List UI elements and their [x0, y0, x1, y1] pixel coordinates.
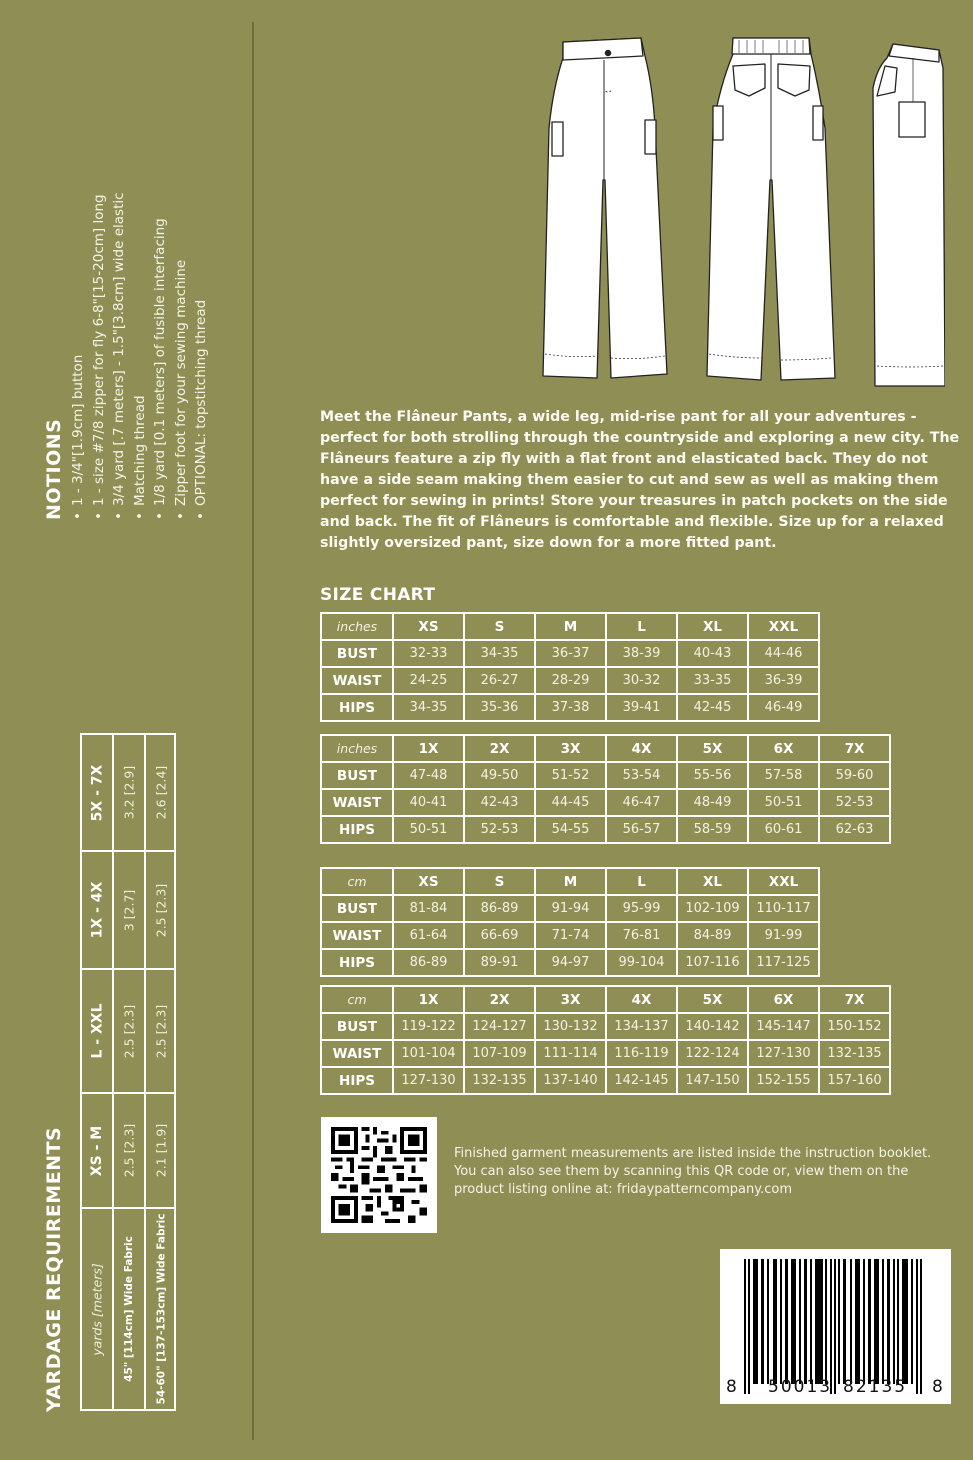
measurement-value: 95-99	[606, 895, 677, 922]
size-label: XXL	[748, 613, 819, 640]
size-label: 2X	[464, 735, 535, 762]
yardage-value: 3 [2.7]	[114, 852, 144, 970]
yardage-row-label: 45" [114cm] Wide Fabric	[123, 1236, 135, 1382]
waist-row	[321, 1040, 890, 1067]
size-label: 7X	[819, 735, 890, 762]
measurement-value: 36-39	[748, 667, 819, 694]
measurement-value: 57-58	[748, 762, 819, 789]
measurement-value: 81-84	[393, 895, 464, 922]
bust-row	[321, 762, 890, 789]
measurement-value: 59-60	[819, 762, 890, 789]
measurement-value: 51-52	[535, 762, 606, 789]
measurement-label: WAIST	[321, 1040, 393, 1067]
measurement-value: 150-152	[819, 1013, 890, 1040]
measurement-value: 71-74	[535, 922, 606, 949]
measurement-value: 39-41	[606, 694, 677, 721]
notion-item: • Zipper foot for your sewing machine	[171, 192, 192, 520]
size-label: 2X	[464, 986, 535, 1013]
measurement-value: 50-51	[393, 816, 464, 843]
measurement-value: 47-48	[393, 762, 464, 789]
yardage-table	[80, 733, 176, 1411]
qr-note-line: Finished garment measurements are listed inside the instruction booklet.	[454, 1146, 932, 1161]
yardage-size-cell: 1X - 4X	[82, 852, 112, 970]
yardage-value: 2.5 [2.3]	[114, 1094, 144, 1209]
measurement-value: 53-54	[606, 762, 677, 789]
garment-illustrations	[525, 28, 945, 393]
size-table-inches-plus	[320, 734, 891, 844]
measurement-value: 56-57	[606, 816, 677, 843]
measurement-value: 52-53	[464, 816, 535, 843]
size-chart-title: SIZE CHART	[320, 585, 436, 605]
measurement-value: 37-38	[535, 694, 606, 721]
measurement-value: 49-50	[464, 762, 535, 789]
size-label: 3X	[535, 986, 606, 1013]
size-label: 1X	[393, 986, 464, 1013]
measurement-value: 30-32	[606, 667, 677, 694]
measurement-value: 122-124	[677, 1040, 748, 1067]
unit-label: inches	[321, 613, 393, 640]
measurement-value: 46-49	[748, 694, 819, 721]
size-label: S	[464, 613, 535, 640]
measurement-value: 34-35	[464, 640, 535, 667]
bust-row	[321, 895, 819, 922]
size-table-cm-plus	[320, 985, 891, 1095]
size-label: 5X	[677, 986, 748, 1013]
measurement-value: 110-117	[748, 895, 819, 922]
size-label: XL	[677, 613, 748, 640]
notion-item: • 1/8 yard [0.1 meters] of fusible interfacing	[150, 192, 171, 520]
measurement-value: 35-36	[464, 694, 535, 721]
qr-note-line: You can also see them by scanning this QR code or, view them on the	[454, 1164, 909, 1179]
yardage-size-cell: 5X - 7X	[82, 735, 112, 852]
size-label: 4X	[606, 986, 677, 1013]
measurement-value: 99-104	[606, 949, 677, 976]
unit-label: cm	[321, 986, 393, 1013]
measurement-value: 60-61	[748, 816, 819, 843]
measurement-value: 86-89	[393, 949, 464, 976]
yardage-value: 2.5 [2.3]	[114, 970, 144, 1094]
size-label: 4X	[606, 735, 677, 762]
front-view-icon	[543, 38, 667, 378]
bust-row	[321, 640, 819, 667]
qr-code-icon	[331, 1127, 427, 1223]
measurement-value: 33-35	[677, 667, 748, 694]
measurement-value: 58-59	[677, 816, 748, 843]
back-view-icon	[707, 38, 835, 380]
size-label: XXL	[748, 868, 819, 895]
measurement-value: 28-29	[535, 667, 606, 694]
yardage-value: 3.2 [2.9]	[114, 735, 144, 852]
measurement-value: 46-47	[606, 789, 677, 816]
measurement-value: 157-160	[819, 1067, 890, 1094]
measurement-value: 86-89	[464, 895, 535, 922]
product-description: Meet the Flâneur Pants, a wide leg, mid-rise pant for all your adventures - perfect for both strolling through the countryside and exploring a new city. The Flâneurs feature a zip fly with a flat front and elasticated back. They do not have a side seam making them easier to cut and sew as well as making them perfect for sewing in prints! Store your treasures in patch pockets on the side and back. The fit of Flâneurs is comfortable and flexible. Size up for a relaxed slightly oversized pant, size down for a more fitted pant.	[320, 409, 960, 551]
measurement-value: 32-33	[393, 640, 464, 667]
yardage-row-54-60	[146, 735, 176, 1409]
yardage-header-row	[82, 735, 114, 1409]
measurement-value: 42-45	[677, 694, 748, 721]
hips-row	[321, 949, 819, 976]
side-view-icon	[873, 44, 945, 386]
measurement-value: 34-35	[393, 694, 464, 721]
measurement-value: 116-119	[606, 1040, 677, 1067]
yardage-row-label: 54-60" [137-153cm] Wide Fabric	[155, 1213, 167, 1405]
size-label: XS	[393, 613, 464, 640]
notions-section	[42, 192, 212, 520]
hips-row	[321, 816, 890, 843]
hips-row	[321, 1067, 890, 1094]
measurement-value: 40-43	[677, 640, 748, 667]
measurement-label: BUST	[321, 1013, 393, 1040]
measurement-value: 107-116	[677, 949, 748, 976]
size-header-row	[321, 986, 890, 1013]
size-table-cm-standard	[320, 867, 820, 977]
notions-title: NOTIONS	[43, 418, 65, 520]
size-label: M	[535, 613, 606, 640]
size-label: 6X	[748, 986, 819, 1013]
measurement-value: 44-46	[748, 640, 819, 667]
barcode-check-digit: 8	[932, 1377, 945, 1397]
measurement-value: 117-125	[748, 949, 819, 976]
measurement-value: 134-137	[606, 1013, 677, 1040]
waist-row	[321, 922, 819, 949]
measurement-value: 48-49	[677, 789, 748, 816]
size-label: 3X	[535, 735, 606, 762]
size-label: 6X	[748, 735, 819, 762]
hips-row	[321, 694, 819, 721]
measurement-label: HIPS	[321, 1067, 393, 1094]
measurement-value: 42-43	[464, 789, 535, 816]
measurement-value: 145-147	[748, 1013, 819, 1040]
measurement-value: 24-25	[393, 667, 464, 694]
measurement-value: 62-63	[819, 816, 890, 843]
measurement-value: 44-45	[535, 789, 606, 816]
size-table-inches-standard	[320, 612, 820, 722]
measurement-value: 127-130	[393, 1067, 464, 1094]
measurement-value: 61-64	[393, 922, 464, 949]
yardage-value: 2.5 [2.3]	[146, 852, 176, 970]
notion-item: • 1 - 3/4"[1.9cm] button	[68, 192, 89, 520]
barcode-lead-digit: 8	[726, 1377, 739, 1397]
measurement-label: HIPS	[321, 816, 393, 843]
yardage-value: 2.6 [2.4]	[146, 735, 176, 852]
yardage-title: YARDAGE REQUIREMENTS	[43, 1126, 65, 1412]
measurement-value: 91-99	[748, 922, 819, 949]
size-label: S	[464, 868, 535, 895]
measurement-value: 132-135	[819, 1040, 890, 1067]
measurement-value: 76-81	[606, 922, 677, 949]
measurement-label: HIPS	[321, 694, 393, 721]
measurement-value: 147-150	[677, 1067, 748, 1094]
measurement-value: 140-142	[677, 1013, 748, 1040]
measurement-value: 55-56	[677, 762, 748, 789]
measurement-value: 152-155	[748, 1067, 819, 1094]
notion-item: • 3/4 yard [.7 meters] - 1.5"[3.8cm] wide elastic	[109, 192, 130, 520]
measurement-value: 84-89	[677, 922, 748, 949]
yardage-size-cell: L - XXL	[82, 970, 112, 1094]
measurement-value: 137-140	[535, 1067, 606, 1094]
measurement-label: WAIST	[321, 789, 393, 816]
measurement-value: 142-145	[606, 1067, 677, 1094]
panel-divider	[252, 22, 254, 1440]
measurement-value: 91-94	[535, 895, 606, 922]
measurement-value: 26-27	[464, 667, 535, 694]
measurement-label: BUST	[321, 762, 393, 789]
measurement-value: 38-39	[606, 640, 677, 667]
measurement-label: HIPS	[321, 949, 393, 976]
measurement-value: 119-122	[393, 1013, 464, 1040]
measurement-value: 66-69	[464, 922, 535, 949]
bust-row	[321, 1013, 890, 1040]
yardage-row-45	[114, 735, 146, 1409]
measurement-value: 132-135	[464, 1067, 535, 1094]
yardage-value: 2.5 [2.3]	[146, 970, 176, 1094]
measurement-value: 40-41	[393, 789, 464, 816]
measurement-value: 52-53	[819, 789, 890, 816]
measurement-label: BUST	[321, 895, 393, 922]
size-label: L	[606, 868, 677, 895]
waist-row	[321, 667, 819, 694]
size-label: XS	[393, 868, 464, 895]
measurement-value: 107-109	[464, 1040, 535, 1067]
yardage-value: 2.1 [1.9]	[146, 1094, 176, 1209]
measurement-value: 124-127	[464, 1013, 535, 1040]
size-header-row	[321, 613, 819, 640]
measurement-value: 101-104	[393, 1040, 464, 1067]
size-label: 7X	[819, 986, 890, 1013]
notion-item: • Matching thread	[130, 192, 151, 520]
measurement-label: BUST	[321, 640, 393, 667]
barcode-right-group: 82135	[843, 1377, 908, 1397]
yardage-unit-label: yards [meters]	[89, 1262, 105, 1356]
waist-row	[321, 789, 890, 816]
measurement-value: 89-91	[464, 949, 535, 976]
size-label: XL	[677, 868, 748, 895]
measurement-value: 127-130	[748, 1040, 819, 1067]
notions-list	[68, 192, 212, 520]
qr-code[interactable]	[321, 1117, 437, 1233]
yardage-size-cell: XS - M	[82, 1094, 112, 1209]
measurement-value: 102-109	[677, 895, 748, 922]
barcode-left-group: 50013	[768, 1377, 833, 1397]
qr-note	[454, 1145, 959, 1199]
qr-note-line: product listing online at: fridaypatterncompany.com	[454, 1182, 792, 1197]
measurement-value: 54-55	[535, 816, 606, 843]
size-header-row	[321, 868, 819, 895]
unit-label: inches	[321, 735, 393, 762]
notion-item: • OPTIONAL: topstitching thread	[191, 192, 212, 520]
size-label: L	[606, 613, 677, 640]
size-label: 1X	[393, 735, 464, 762]
size-label: 5X	[677, 735, 748, 762]
measurement-label: WAIST	[321, 667, 393, 694]
size-label: M	[535, 868, 606, 895]
measurement-value: 36-37	[535, 640, 606, 667]
barcode-icon	[720, 1249, 951, 1404]
size-header-row	[321, 735, 890, 762]
measurement-value: 111-114	[535, 1040, 606, 1067]
measurement-value: 94-97	[535, 949, 606, 976]
notion-item: • 1 - size #7/8 zipper for fly 6-8"[15-20cm] long	[89, 192, 110, 520]
measurement-value: 50-51	[748, 789, 819, 816]
measurement-value: 130-132	[535, 1013, 606, 1040]
barcode	[720, 1249, 951, 1404]
unit-label: cm	[321, 868, 393, 895]
measurement-label: WAIST	[321, 922, 393, 949]
